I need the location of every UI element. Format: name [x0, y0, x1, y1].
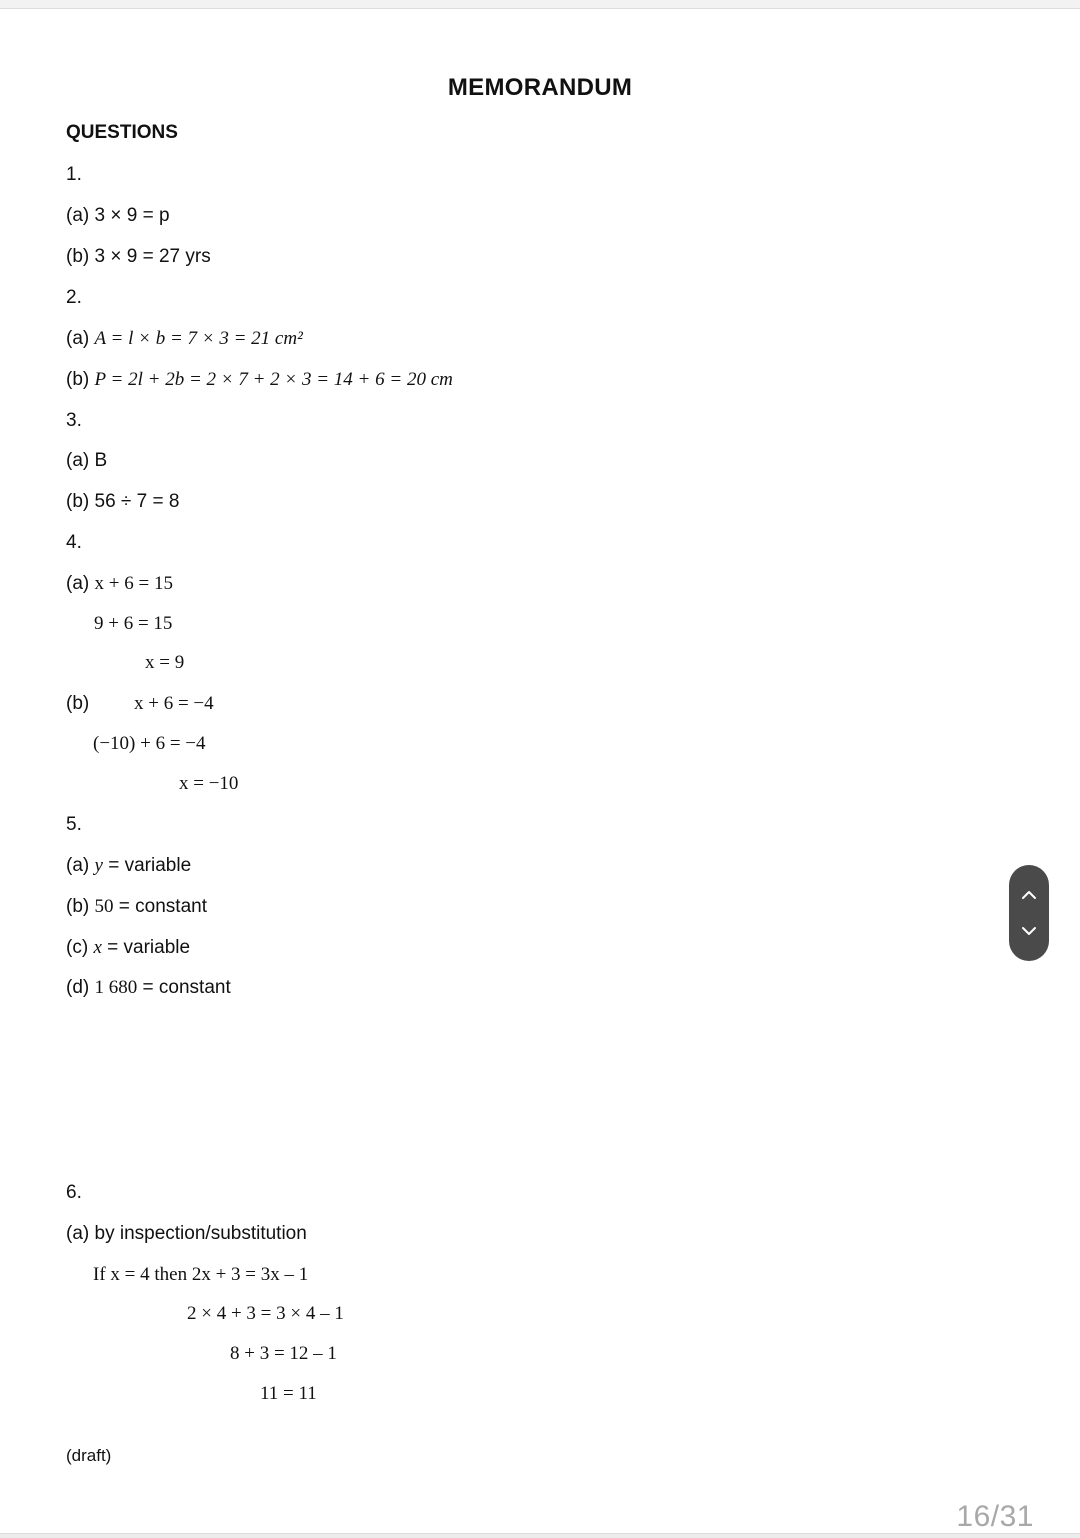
answer-3b: [66, 490, 179, 514]
answer-4a-step-2: 9 + 6 = 15: [94, 613, 173, 634]
part-label: (a): [66, 855, 90, 876]
part-label: (d): [66, 977, 90, 998]
answer-4b: [66, 692, 89, 716]
math-expression: P = 2l + 2b = 2 × 7 + 2 × 3 = 14 + 6 = 20 cm: [94, 369, 453, 390]
answer-4a-step-3: x = 9: [145, 652, 185, 673]
part-label: (b): [66, 693, 90, 714]
part-label: (a): [66, 573, 90, 594]
draft-label: (draft): [66, 1446, 112, 1465]
answer-text: = variable: [108, 855, 192, 876]
answer-text: 56 ÷ 7 = 8: [94, 491, 180, 512]
answer-text: = variable: [107, 937, 191, 958]
answer-6a: [66, 1222, 307, 1246]
part-label: (a): [66, 450, 90, 471]
question-number-4: 4.: [66, 532, 82, 553]
answer-4b-step-1: x + 6 = −4: [134, 693, 214, 714]
answer-text: B: [94, 450, 108, 471]
viewer-top-bar: [0, 0, 1080, 9]
answer-2b: [66, 368, 453, 392]
answer-5a: [66, 854, 191, 878]
question-number-5: 5.: [66, 814, 82, 835]
section-heading: QUESTIONS: [66, 122, 178, 143]
document-page: [0, 9, 1080, 1533]
answer-3a: [66, 449, 107, 473]
question-number-6: 6.: [66, 1182, 82, 1203]
part-label: (b): [66, 491, 90, 512]
part-label: (a): [66, 205, 90, 226]
part-label: (b): [66, 896, 90, 917]
answer-5c: [66, 936, 190, 960]
chevron-down-icon: [1021, 926, 1037, 936]
answer-6a-step-1: If x = 4 then 2x + 3 = 3x – 1: [93, 1264, 309, 1285]
scroll-down-button[interactable]: [1009, 915, 1049, 947]
part-label: (a): [66, 1223, 90, 1244]
answer-text: = constant: [142, 977, 231, 998]
part-label: (b): [66, 369, 90, 390]
answer-5d: [66, 976, 231, 1000]
page-indicator: 16/31: [956, 1500, 1034, 1533]
question-number-1: 1.: [66, 164, 82, 185]
answer-1a: [66, 204, 170, 228]
page-scroll-nav: [1009, 865, 1049, 961]
math-term: 1 680: [94, 977, 138, 998]
math-term: y: [94, 855, 103, 876]
answer-5b: [66, 895, 207, 919]
answer-6a-step-3: 8 + 3 = 12 – 1: [230, 1343, 337, 1364]
answer-6a-step-2: 2 × 4 + 3 = 3 × 4 – 1: [187, 1303, 344, 1324]
question-number-3: 3.: [66, 410, 82, 431]
math-term: 50: [94, 896, 114, 917]
part-label: (a): [66, 328, 90, 349]
part-label: (c): [66, 937, 89, 958]
answer-1b: [66, 245, 211, 269]
answer-4a: [66, 572, 173, 596]
answer-text: by inspection/substitution: [94, 1223, 307, 1244]
part-label: (b): [66, 246, 90, 267]
math-term: x: [93, 937, 102, 958]
answer-text: 3 × 9 = 27 yrs: [94, 246, 211, 267]
answer-4b-step-3: x = −10: [179, 773, 239, 794]
document-title: MEMORANDUM: [447, 74, 633, 101]
scroll-up-button[interactable]: [1009, 879, 1049, 911]
question-number-2: 2.: [66, 287, 82, 308]
chevron-up-icon: [1021, 890, 1037, 900]
answer-2a: [66, 327, 303, 351]
answer-6a-step-4: 11 = 11: [260, 1383, 317, 1404]
math-expression: A = l × b = 7 × 3 = 21 cm²: [94, 328, 303, 349]
answer-text: 3 × 9 = p: [94, 205, 170, 226]
viewer-bottom-bar: [0, 1533, 1080, 1538]
answer-text: = constant: [118, 896, 207, 917]
answer-4b-step-2: (−10) + 6 = −4: [93, 733, 206, 754]
math-expression: x + 6 = 15: [94, 573, 173, 594]
